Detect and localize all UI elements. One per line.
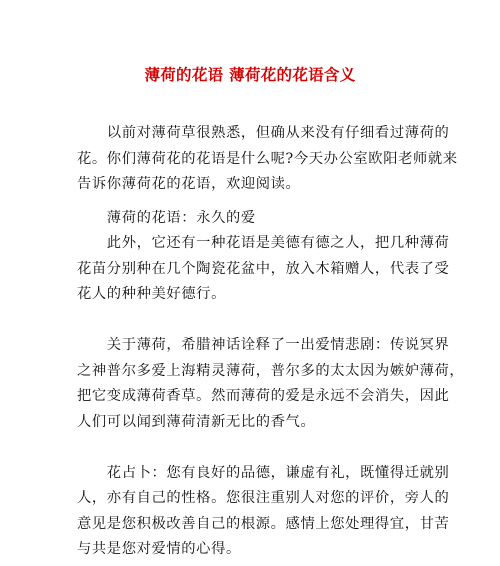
text-line: 与共是您对爱情的心得。 (77, 541, 241, 557)
text-line: 薄荷的花语：永久的爱 (77, 209, 256, 226)
text-line: 关于薄荷，希腊神话诠释了一出爱情悲剧：传说冥界 (77, 337, 450, 353)
text-line: 花。你们薄荷花的花语是什么呢?今天办公室欧阳老师就来 (77, 150, 458, 167)
text-line: 意见是您积极改善自己的根源。感情上您处理得宜，甘苦 (77, 515, 450, 532)
text-line: 以前对薄荷草很熟悉，但确从来没有仔细看过薄荷的 (77, 125, 450, 141)
spacer (77, 308, 429, 334)
text-line: 之神普尔多爱上海精灵薄荷，普尔多的太太因为嫉妒薄荷， (77, 362, 465, 379)
text-line: 花占卜：您有良好的品德，谦虚有礼，既懂得迁就别 (77, 464, 450, 481)
text-line: 人，亦有自己的性格。您很注重别人对您的评价，旁人的 (77, 490, 450, 506)
text-line: 花苗分别种在几个陶瓷花盆中，放入木箱赠人，代表了受 (77, 260, 450, 277)
spacer (77, 435, 429, 461)
paragraph-intro (77, 121, 458, 198)
document-title: 薄荷的花语 薄荷花的花语含义 (144, 66, 356, 84)
paragraph-flower-language (77, 206, 429, 232)
text-line: 人们可以闻到薄荷清新无比的香气。 (77, 413, 316, 430)
spacer (77, 198, 429, 206)
text-line: 告诉你薄荷花的花语，欢迎阅读。 (77, 176, 301, 192)
document-body (77, 121, 465, 563)
paragraph-divination (77, 461, 450, 563)
text-line: 花人的种种美好德行。 (77, 286, 226, 302)
text-line: 此外，它还有一种花语是美德有德之人，把几种薄荷 (77, 235, 450, 251)
paragraph-virtue (77, 231, 450, 308)
paragraph-myth (77, 333, 465, 435)
text-line: 把它变成薄荷香草。然而薄荷的爱是永远不会消失，因此 (77, 388, 450, 404)
